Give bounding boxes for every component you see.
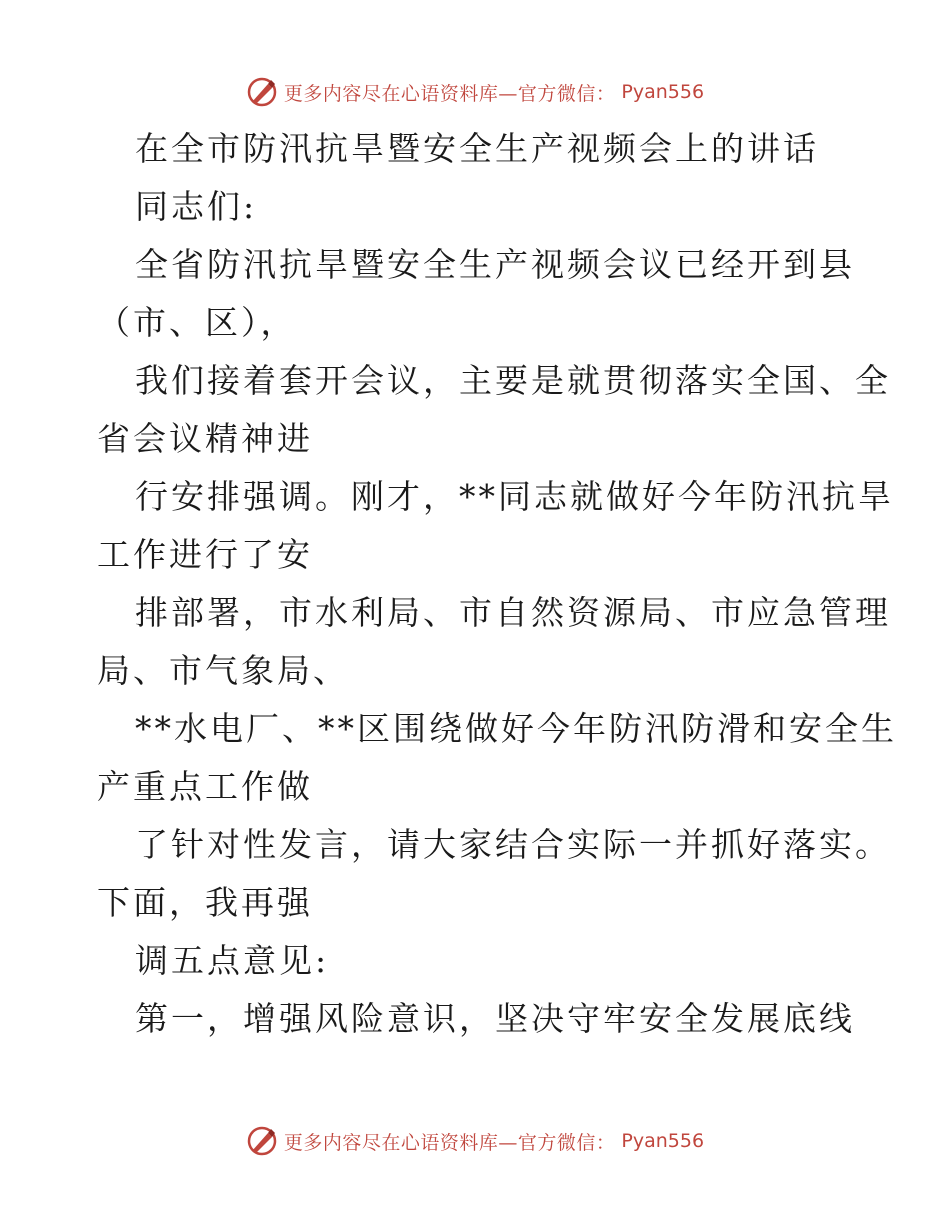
watermark-header bbox=[0, 72, 950, 112]
paragraph-line: 产重点工作做 bbox=[97, 767, 313, 806]
paragraph-line: 行安排强调。刚才，**同志就做好今年防汛抗旱 bbox=[135, 477, 894, 516]
watermark-footer bbox=[0, 1121, 950, 1161]
pen-logo-icon bbox=[246, 1125, 278, 1157]
document-body bbox=[97, 120, 897, 1048]
paragraph-line: 我们接着套开会议，主要是就贯彻落实全国、全 bbox=[135, 361, 891, 400]
paragraph-line: 省会议精神进 bbox=[97, 419, 313, 458]
document-title: 在全市防汛抗旱暨安全生产视频会上的讲话 bbox=[135, 129, 819, 168]
paragraph-line: 工作进行了安 bbox=[97, 535, 313, 574]
watermark-text: 更多内容尽在心语资料库—官方微信： bbox=[283, 82, 616, 105]
watermark-wechat-id: Pyan556 bbox=[621, 1130, 705, 1152]
pen-logo-icon bbox=[246, 76, 278, 108]
salutation: 同志们: bbox=[135, 187, 258, 226]
paragraph-line: **水电厂、**区围绕做好今年防汛防滑和安全生 bbox=[135, 709, 897, 748]
watermark-wechat-id: Pyan556 bbox=[621, 81, 705, 103]
paragraph-line: （市、区）， bbox=[97, 303, 297, 342]
section-heading: 第一，增强风险意识，坚决守牢安全发展底线 bbox=[135, 999, 855, 1038]
paragraph-line: 调五点意见: bbox=[135, 941, 330, 980]
paragraph-line: 局、市气象局、 bbox=[97, 651, 349, 690]
watermark-text: 更多内容尽在心语资料库—官方微信： bbox=[283, 1131, 616, 1154]
paragraph-line: 下面，我再强 bbox=[97, 883, 313, 922]
paragraph-line: 了针对性发言，请大家结合实际一并抓好落实。 bbox=[135, 825, 891, 864]
paragraph-line: 全省防汛抗旱暨安全生产视频会议已经开到县 bbox=[135, 245, 855, 284]
paragraph-line: 排部署，市水利局、市自然资源局、市应急管理 bbox=[135, 593, 891, 632]
